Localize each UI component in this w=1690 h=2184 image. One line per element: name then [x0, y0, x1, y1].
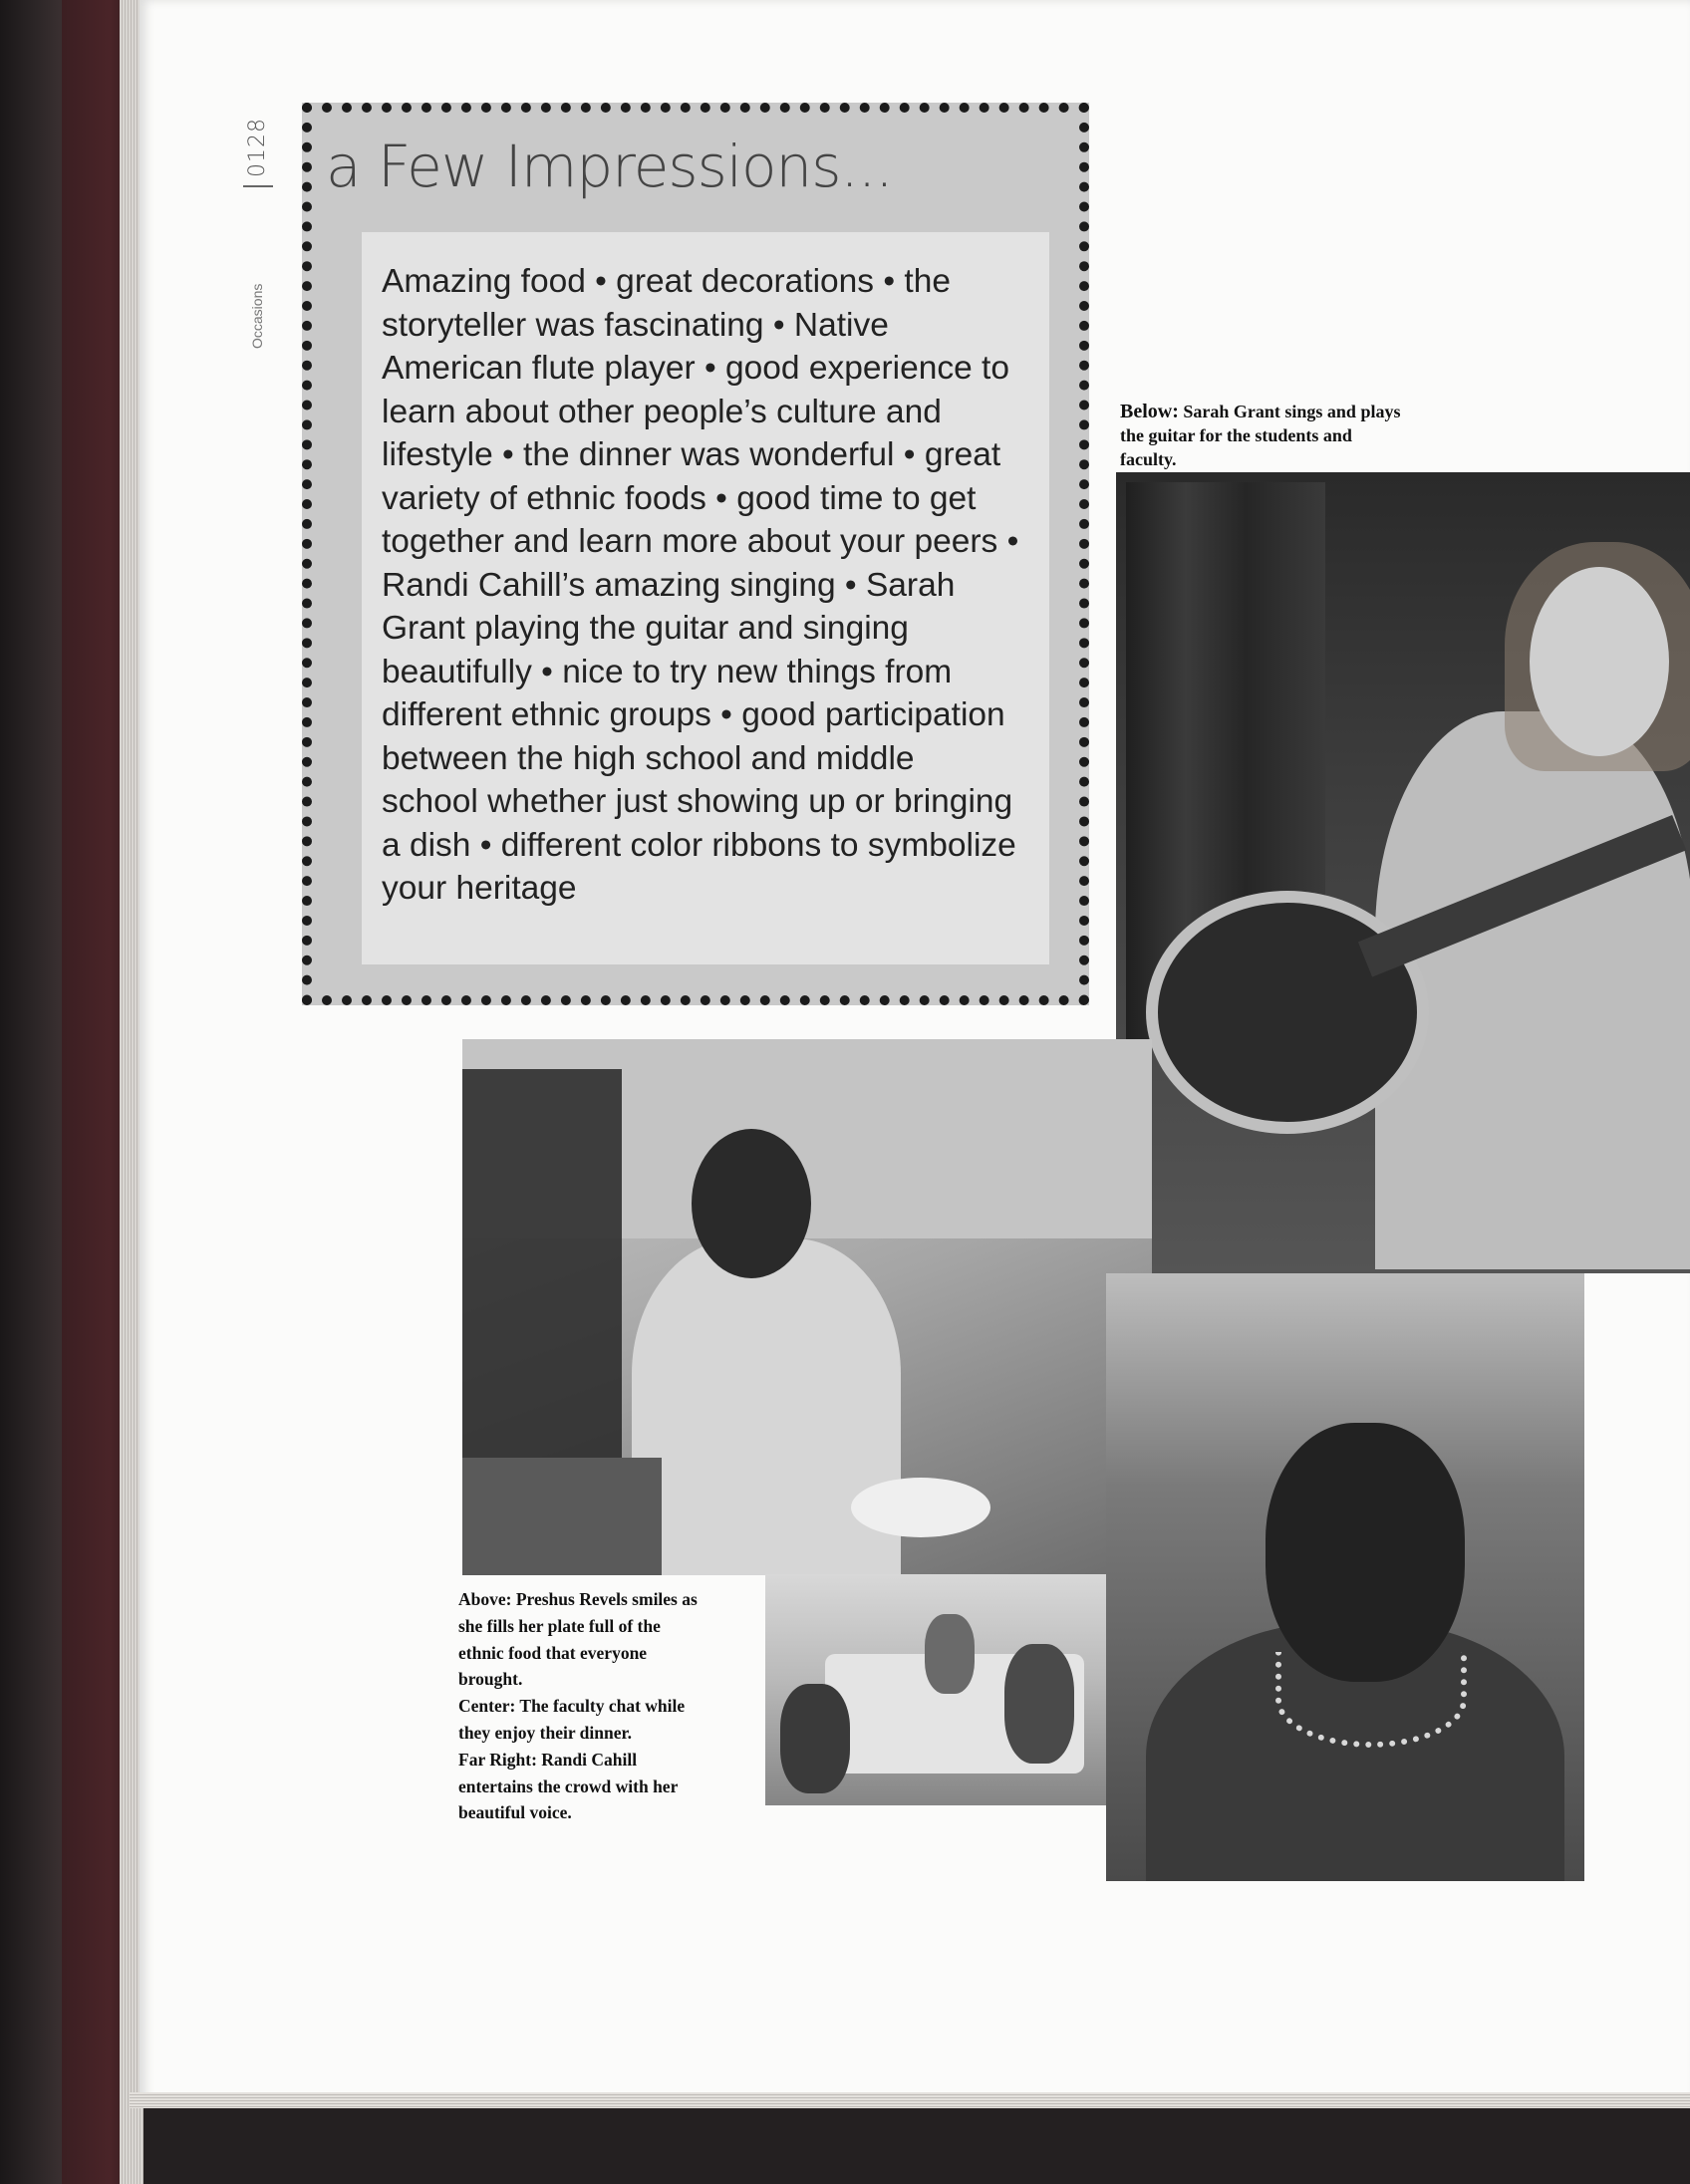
photo-faculty-member [780, 1684, 850, 1793]
caption-center-text: The faculty chat while they enjoy their dinner. [458, 1696, 686, 1743]
photo-sweatshirt [632, 1238, 901, 1575]
photo-guitar [1146, 891, 1429, 1134]
caption-below-text: Sarah Grant sings and plays the guitar for the students and faculty. [1120, 402, 1401, 469]
caption-center-lead: Center: [458, 1696, 516, 1717]
impressions-box [302, 103, 1089, 1005]
impressions-title: a Few Impressions... [326, 133, 893, 200]
photo-faculty-member [925, 1614, 975, 1694]
caption-above-text: Preshus Revels smiles as she fills her plate full of the ethnic food that everyone brought. [458, 1589, 698, 1690]
page-label-divider [243, 185, 273, 187]
quote-text: Amazing food • great decorations • the storyteller was fascinating • Native American flute player • good experience to learn about other people’s culture and lifestyle • the dinner was wonderful • great variety of ethnic foods • good time to get together and learn more about your peers • Randi Cahill’s amazing singing • Sarah Grant playing the guitar and singing beautifully • nice to try new things from different ethnic groups • good participation between the high school and middle school whether just showing up or bringing a dish • different color ribbons to symbolize your heritage [382, 263, 1019, 907]
photo-face [1530, 567, 1669, 756]
section-name: Occasions [249, 283, 265, 349]
photo-faculty-member [1004, 1644, 1074, 1764]
photo-faculty-dinner [765, 1574, 1106, 1805]
photo-necklace [1275, 1652, 1467, 1748]
page-label [237, 100, 297, 349]
photo-plate [851, 1478, 990, 1537]
caption-above-lead: Above: [458, 1589, 512, 1609]
photo-singer [1106, 1273, 1584, 1881]
photo-singer-face [1266, 1423, 1465, 1682]
quote-panel [362, 232, 1049, 964]
caption-below-lead: Below: [1120, 401, 1179, 422]
caption-stack [458, 1586, 698, 1826]
photo-face-center [692, 1129, 811, 1278]
caption-below [1120, 400, 1409, 471]
photo-guitar-player [1116, 472, 1690, 1273]
caption-far-right-lead: Far Right: [458, 1749, 537, 1770]
photo-dinner-line [462, 1039, 1152, 1575]
page-bottom-edge [130, 2092, 1690, 2108]
photo-food-tray [462, 1458, 662, 1575]
page-number: 0128 [245, 118, 270, 177]
book-spine [0, 0, 62, 2184]
caption-far-right-text: Randi Cahill entertains the crowd with her beautiful voice. [458, 1749, 679, 1823]
